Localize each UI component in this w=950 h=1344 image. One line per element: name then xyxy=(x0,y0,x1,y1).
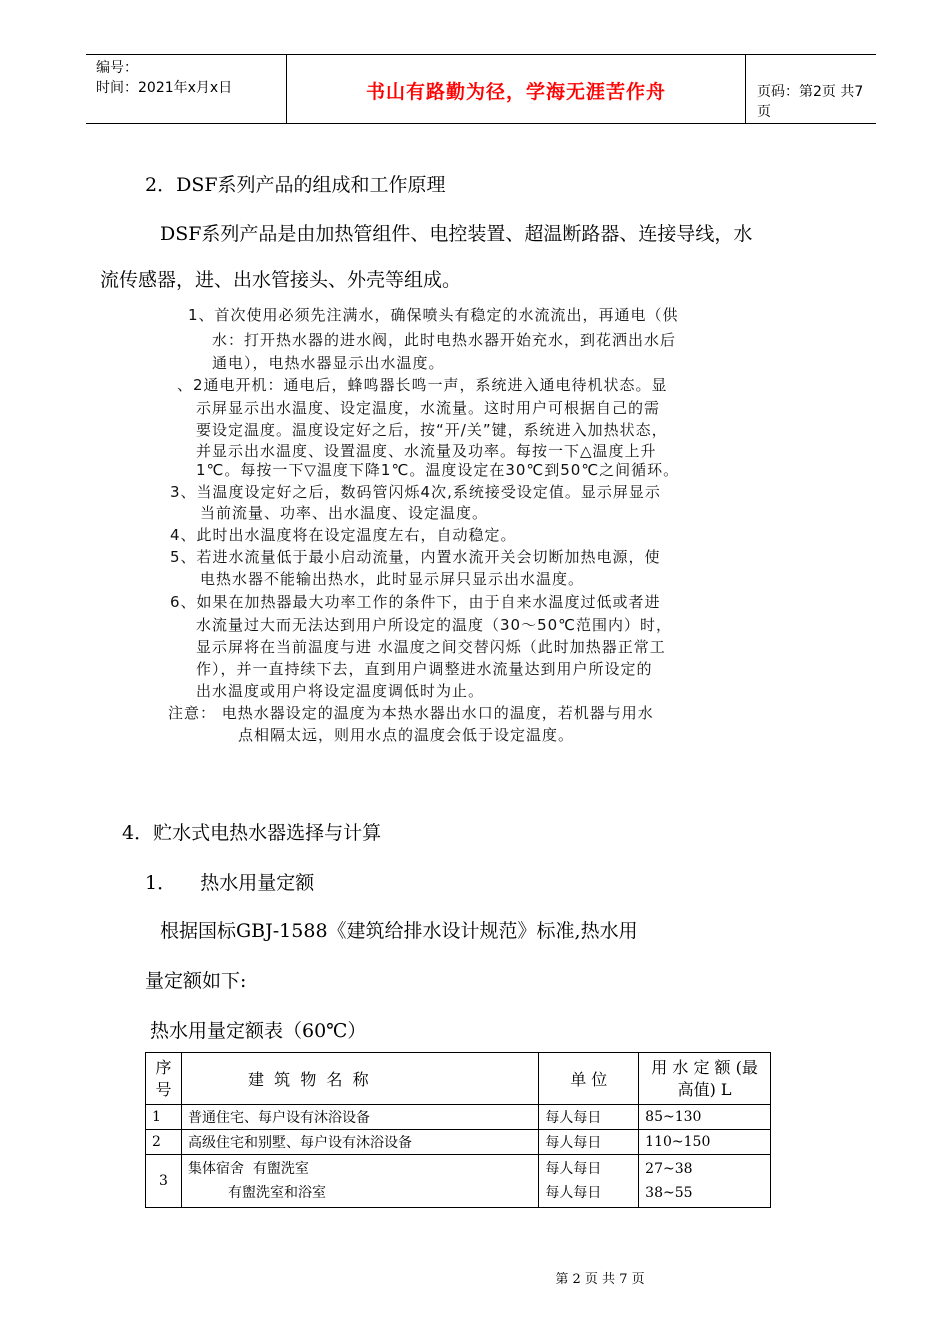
cell-no: 3 xyxy=(146,1155,182,1208)
step-line: 出水温度或用户将设定温度调低时为止。 xyxy=(196,682,485,700)
cell-name xyxy=(181,1155,538,1208)
step-line: 电热水器不能输出热水，此时显示屏只显示出水温度。 xyxy=(200,570,585,588)
cell-unit: 每人每日 xyxy=(539,1130,639,1155)
step-line: 3、当温度设定好之后，数码管闪烁4次,系统接受设定值。显示屏显示 xyxy=(170,483,661,501)
note-line: 注意： 电热水器设定的温度为本热水器出水口的温度，若机器与用水 xyxy=(168,704,654,722)
table-row xyxy=(146,1130,771,1155)
step-line: 要设定温度。温度设定好之后，按“开/关”键，系统进入加热状态， xyxy=(196,421,668,439)
step-line: 4、此时出水温度将在设定温度左右，自动稳定。 xyxy=(170,526,517,544)
header-meta xyxy=(86,55,286,123)
table-row xyxy=(146,1105,771,1130)
step-line: 显示屏将在当前温度与进 水温度之间交替闪烁（此时加热器正常工 xyxy=(196,638,666,656)
step-line: 示屏显示出水温度、设定温度，水流量。这时用户可根据自己的需 xyxy=(196,399,661,417)
step-line: 通电），电热水器显示出水温度。 xyxy=(212,354,445,372)
step-line: 并显示出水温度、设置温度、水流量及功率。每按一下△温度上升 xyxy=(196,442,657,460)
page-label: 页码：第2页 共7页 xyxy=(757,84,864,120)
header-unit: 单 位 xyxy=(539,1053,639,1105)
step-line: 1、首次使用必须先注满水，确保喷头有稳定的水流流出，再通电（供 xyxy=(188,306,679,324)
cell-unit xyxy=(539,1155,639,1208)
step-line: 1℃。每按一下▽温度下降1℃。温度设定在30℃到50℃之间循环。 xyxy=(196,461,680,479)
quota-table xyxy=(145,1052,771,1208)
cell-name-line1: 集体宿舍 有盥洗室 xyxy=(187,1161,309,1177)
cell-no: 2 xyxy=(146,1130,182,1155)
step-line: 水：打开热水器的进水阀，此时电热水器开始充水，到花洒出水后 xyxy=(212,331,677,349)
page-footer: 第 2 页 共 7 页 xyxy=(555,1272,645,1287)
header-quota: 用 水 定 额 (最高值) L xyxy=(639,1053,771,1105)
section2-heading: 2．DSF系列产品的组成和工作原理 xyxy=(145,174,446,196)
step-line: 作），并一直持续下去，直到用户调整进水流量达到用户所设定的 xyxy=(196,660,653,678)
table-header-row xyxy=(146,1053,771,1105)
header-name: 建 筑 物 名 称 xyxy=(181,1053,538,1105)
time-label: 时间：2021年x月x日 xyxy=(96,80,233,96)
cell-name: 普通住宅、每户设有沐浴设备 xyxy=(181,1105,538,1130)
header-no: 序号 xyxy=(146,1053,182,1105)
step-line: 6、如果在加热器最大功率工作的条件下，由于自来水温度过低或者进 xyxy=(170,593,661,611)
section4-subheading: 1． 热水用量定额 xyxy=(145,872,315,894)
page-header xyxy=(86,54,876,124)
cell-unit-line2: 每人每日 xyxy=(545,1185,602,1201)
cell-quota xyxy=(639,1155,771,1208)
note-line: 点相隔太远，则用水点的温度会低于设定温度。 xyxy=(238,726,575,744)
section2-para-line2: 流传感器，进、出水管接头、外壳等组成。 xyxy=(100,269,462,291)
cell-name-line2: 有盥洗室和浴室 xyxy=(227,1185,326,1201)
table-title: 热水用量定额表（60℃） xyxy=(150,1020,367,1042)
step-line: 5、若进水流量低于最小启动流量，内置水流开关会切断加热电源，使 xyxy=(170,548,661,566)
section4-para2: 量定额如下: xyxy=(145,970,247,992)
step-line: 、2通电开机：通电后，蜂鸣器长鸣一声，系统进入通电待机状态。显 xyxy=(177,376,668,394)
cell-name: 高级住宅和别墅、每户设有沐浴设备 xyxy=(181,1130,538,1155)
cell-quota: 85~130 xyxy=(639,1105,771,1130)
section4-para1: 根据国标GBJ-1588《建筑给排水设计规范》标准,热水用 xyxy=(160,920,638,942)
header-page-cell xyxy=(745,55,876,123)
step-line: 水流量过大而无法达到用户所设定的温度（30～50℃范围内）时， xyxy=(196,616,673,634)
cell-unit-line1: 每人每日 xyxy=(545,1161,602,1177)
step-line: 当前流量、功率、出水温度、设定温度。 xyxy=(200,504,489,522)
cell-no: 1 xyxy=(146,1105,182,1130)
cell-quota: 110~150 xyxy=(639,1130,771,1155)
table-row xyxy=(146,1155,771,1208)
code-label: 编号： xyxy=(96,60,138,76)
cell-quota-line2: 38~55 xyxy=(645,1185,693,1201)
motto: 书山有路勤为径，学海无涯苦作舟 xyxy=(365,81,666,103)
section2-para-line1: DSF系列产品是由加热管组件、电控装置、超温断路器、连接导线，水 xyxy=(160,223,753,245)
cell-quota-line1: 27~38 xyxy=(645,1161,693,1177)
cell-unit: 每人每日 xyxy=(539,1105,639,1130)
header-motto-cell xyxy=(286,55,746,123)
section4-heading: 4．贮水式电热水器选择与计算 xyxy=(122,822,382,844)
